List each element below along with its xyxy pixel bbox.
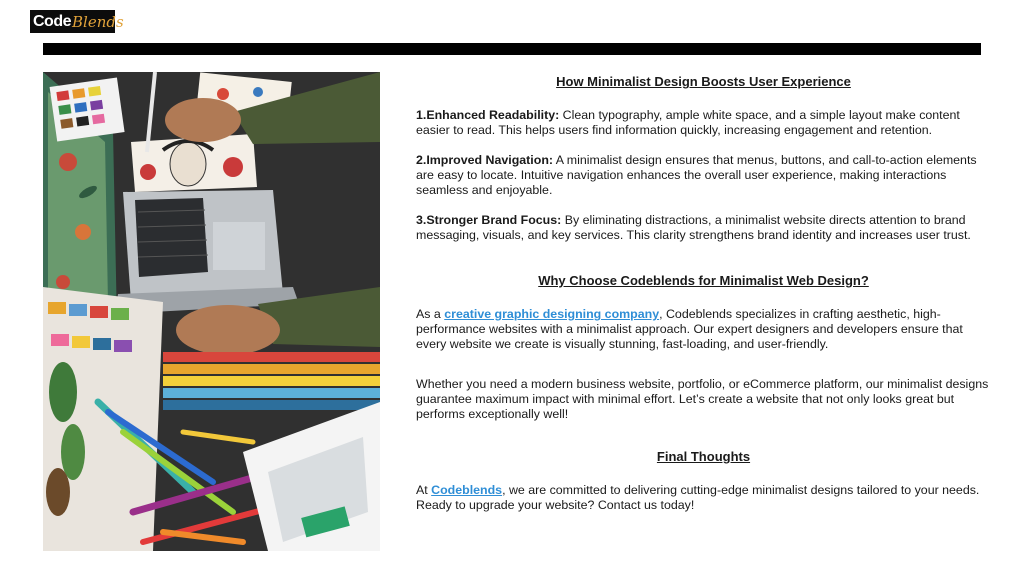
item-navigation-label: 2.Improved Navigation:: [416, 153, 554, 167]
item-navigation-text: A minimalist design ensures that menus, buttons, and call-to-action elements are easy to locate. Intuitive navigation enhances the overall user experience, making interactions seamless and enjoyable.: [416, 153, 977, 197]
item-brand-focus: [416, 213, 991, 243]
heading-how-minimalist: How Minimalist Design Boosts User Experience: [556, 74, 851, 89]
heading-final-thoughts: Final Thoughts: [656, 449, 751, 464]
codeblends-link[interactable]: Codeblends: [431, 483, 503, 497]
item-brand-focus-label: 3.Stronger Brand Focus:: [416, 213, 562, 227]
final-prefix: At: [416, 483, 432, 497]
logo-blends-text: Blends: [72, 12, 124, 31]
item-brand-focus-text: By eliminating distractions, a minimalist website directs attention to brand messaging, visuals, and key services. This clarity strengthens brand identity and increases user trust.: [416, 213, 971, 242]
why-paragraph-1: [416, 307, 991, 352]
header-divider-bar: [43, 43, 981, 55]
article-content: [416, 74, 991, 513]
why-paragraph-2: Whether you need a modern business website, portfolio, or eCommerce platform, our minimalist designs guarantee maximum impact with minimal effort. Let’s create a website that not only looks great but performs exceptionally well!: [416, 377, 989, 421]
item-readability-label: 1.Enhanced Readability:: [416, 108, 560, 122]
creative-company-link[interactable]: creative graphic designing company: [444, 307, 660, 321]
item-readability: [416, 108, 991, 138]
final-paragraph: [416, 483, 991, 513]
item-navigation: [416, 153, 991, 198]
final-suffix: , we are committed to delivering cutting-edge minimalist designs tailored to your needs. Ready to upgrade your website? Contact us today!: [416, 483, 980, 512]
logo-code-text: Code: [33, 12, 71, 30]
item-readability-text: Clean typography, ample white space, and a simple layout make content easier to read. This helps users find information quickly, increasing engagement and retention.: [416, 108, 960, 137]
why-p1-prefix: As a: [416, 307, 445, 321]
designer-workspace-photo: [43, 72, 380, 551]
codeblends-logo[interactable]: [30, 10, 124, 33]
heading-why-choose: Why Choose Codeblends for Minimalist Web Design?: [538, 273, 869, 288]
why-p1-suffix: , Codeblends specializes in crafting aesthetic, high-performance websites with a minimalist approach. Our expert designers and developers ensure that every website we create is visually stunning, fast-loading, and user-friendly.: [416, 307, 963, 351]
